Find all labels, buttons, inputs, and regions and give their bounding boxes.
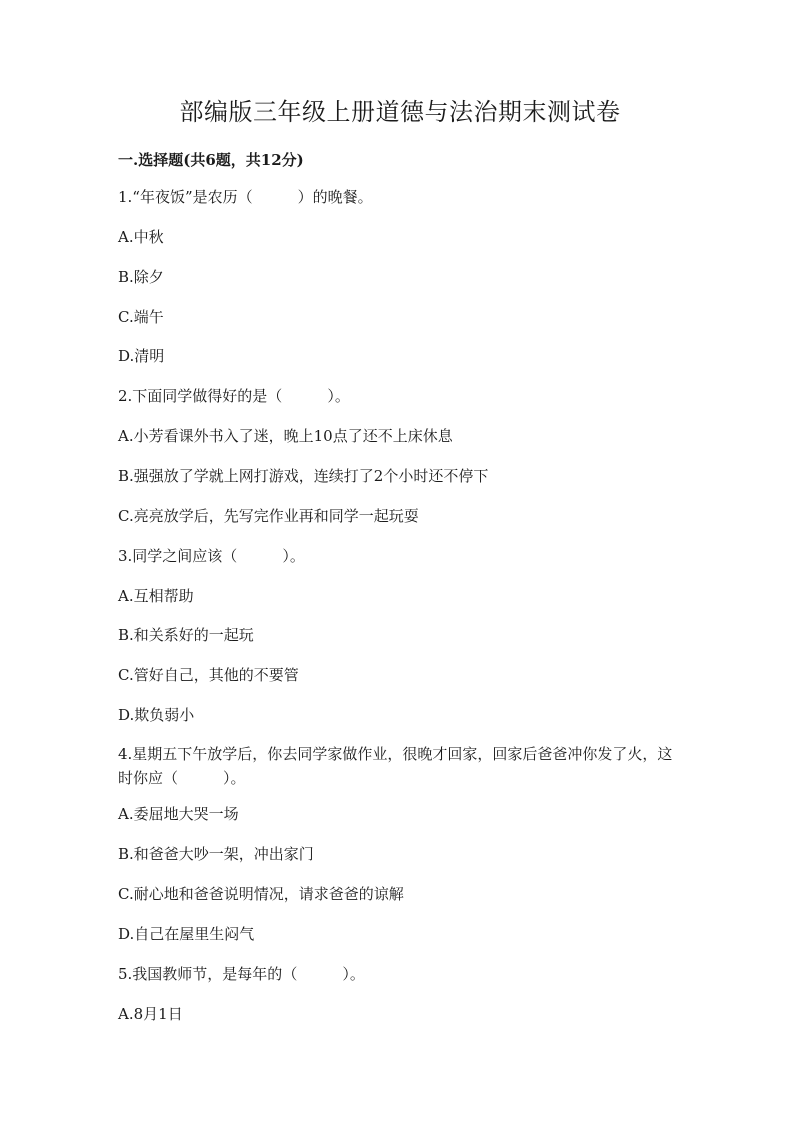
option-3a: A.互相帮助 [118, 587, 194, 605]
option-2a: A.小芳看课外书入了迷，晚上10点了还不上床休息 [118, 427, 453, 445]
question-3: 3.同学之间应该（ ）。 [118, 547, 305, 565]
option-5a: A.8月1日 [118, 1005, 183, 1023]
option-3c: C.管好自己，其他的不要管 [118, 666, 299, 684]
option-1a: A.中秋 [118, 228, 164, 246]
option-1d: D.清明 [118, 347, 165, 365]
option-2b: B.强强放了学就上网打游戏，连续打了2个小时还不停下 [118, 467, 489, 485]
option-4b: B.和爸爸大吵一架，冲出家门 [118, 845, 314, 863]
option-1b: B.除夕 [118, 268, 164, 286]
question-1: 1.“年夜饭”是农历（ ）的晚餐。 [118, 188, 373, 206]
question-5: 5.我国教师节，是每年的（ ）。 [118, 965, 365, 983]
option-3d: D.欺负弱小 [118, 706, 195, 724]
option-1c: C.端午 [118, 308, 164, 326]
option-4a: A.委屈地大哭一场 [118, 805, 239, 823]
option-3b: B.和关系好的一起玩 [118, 626, 254, 644]
question-2: 2.下面同学做得好的是（ ）。 [118, 387, 350, 405]
question-4: 4.星期五下午放学后，你去同学家做作业，很晚才回家，回家后爸爸冲你发了火，这时你应（ ）。 [118, 745, 673, 787]
option-4d: D.自己在屋里生闷气 [118, 925, 255, 943]
page-title: 部编版三年级上册道德与法治期末测试卷 [179, 98, 621, 126]
option-4c: C.耐心地和爸爸说明情况，请求爸爸的谅解 [118, 885, 404, 903]
section-heading: 一.选择题(共6题，共12分) [118, 151, 304, 169]
option-2c: C.亮亮放学后，先写完作业再和同学一起玩耍 [118, 507, 419, 525]
